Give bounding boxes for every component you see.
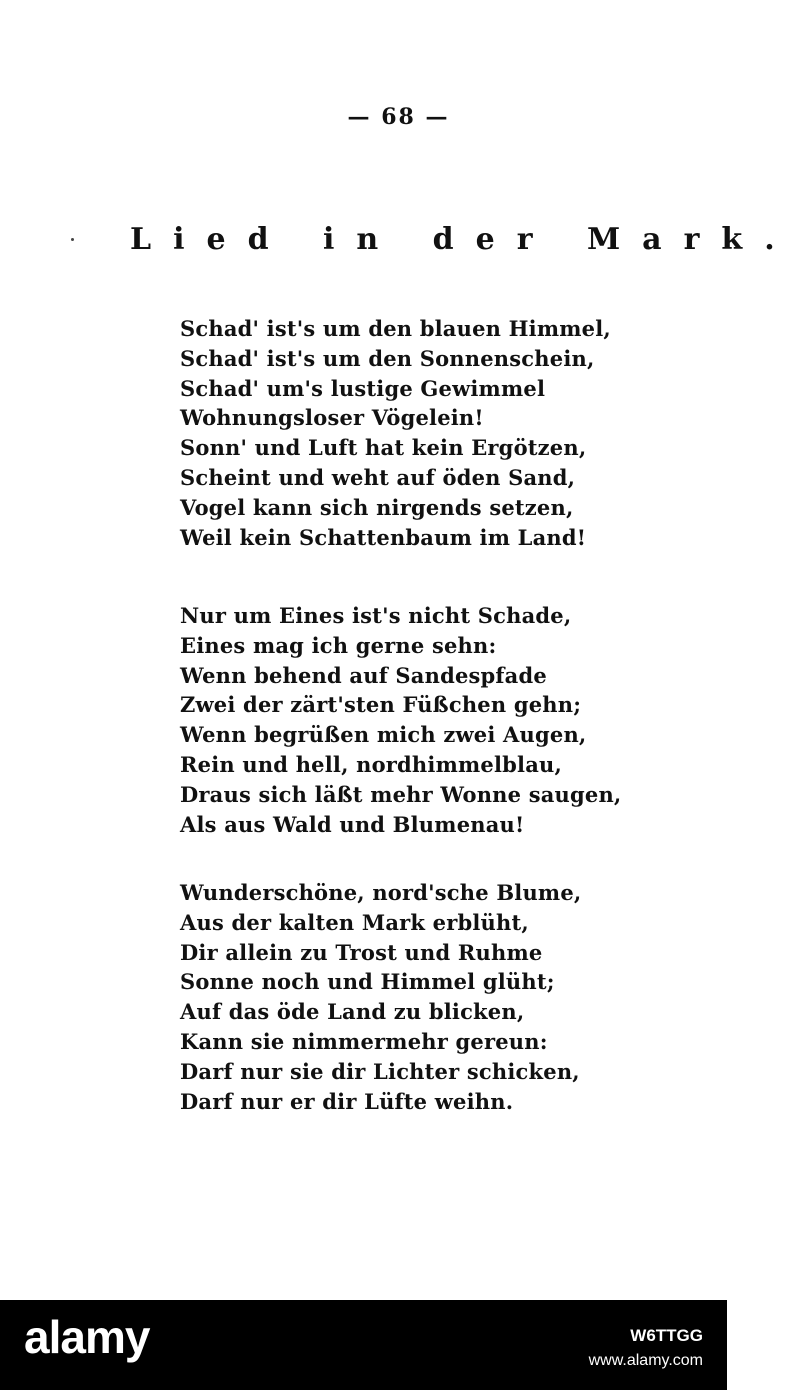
poem-line: Wenn behend auf Sandespfade — [180, 662, 547, 688]
poem-line: Schad' um's lustige Gewimmel — [180, 375, 546, 401]
image-code: W6TTGG — [630, 1326, 703, 1345]
poem-line: Wohnungsloser Vögelein! — [180, 405, 484, 431]
website-link[interactable]: www.alamy.com — [588, 1352, 703, 1369]
poem-line: Sonn' und Luft hat kein Ergötzen, — [180, 435, 587, 461]
poem-title: Lied in der Mark. — [130, 222, 797, 257]
page-number: — 68 — — [347, 104, 450, 130]
poem-line: Rein und hell, nordhimmelblau, — [180, 751, 563, 777]
poem-line: Nur um Eines ist's nicht Schade, — [180, 603, 572, 628]
poem-line: Sonne noch und Himmel glüht; — [180, 969, 555, 995]
poem-line: Eines mag ich gerne sehn: — [180, 632, 497, 658]
poem-line: Vogel kann sich nirgends setzen, — [180, 494, 574, 520]
poem-line: Weil kein Schattenbaum im Land! — [180, 524, 587, 550]
poem-line: Aus der kalten Mark erblüht, — [180, 909, 529, 935]
alamy-logo: alamy — [24, 1311, 150, 1363]
poem-line: Darf nur er dir Lüfte weihn. — [180, 1088, 514, 1114]
stanza-2 — [180, 601, 700, 839]
poem-line: Schad' ist's um den blauen Himmel, — [180, 316, 611, 341]
print-speck — [71, 238, 74, 241]
poem-line: Scheint und weht auf öden Sand, — [180, 464, 576, 490]
stanza-1 — [180, 314, 700, 552]
poem-line: Schad' ist's um den Sonnenschein, — [180, 345, 595, 371]
poem-line: Draus sich läßt mehr Wonne saugen, — [180, 781, 622, 807]
stanza-3 — [180, 878, 700, 1116]
poem-line: Als aus Wald und Blumenau! — [180, 811, 525, 837]
poem-line: Auf das öde Land zu blicken, — [180, 999, 525, 1025]
poem-line: Zwei der zärt'sten Füßchen gehn; — [180, 692, 582, 718]
poem-line: Darf nur sie dir Lichter schicken, — [180, 1058, 580, 1084]
poem-line: Dir allein zu Trost und Ruhme — [180, 939, 543, 965]
poem-line: Wenn begrüßen mich zwei Augen, — [180, 722, 587, 748]
poem-line: Wunderschöne, nord'sche Blume, — [180, 880, 582, 905]
stock-watermark-bar — [0, 1300, 727, 1390]
poem-line: Kann sie nimmermehr gereun: — [180, 1028, 548, 1054]
